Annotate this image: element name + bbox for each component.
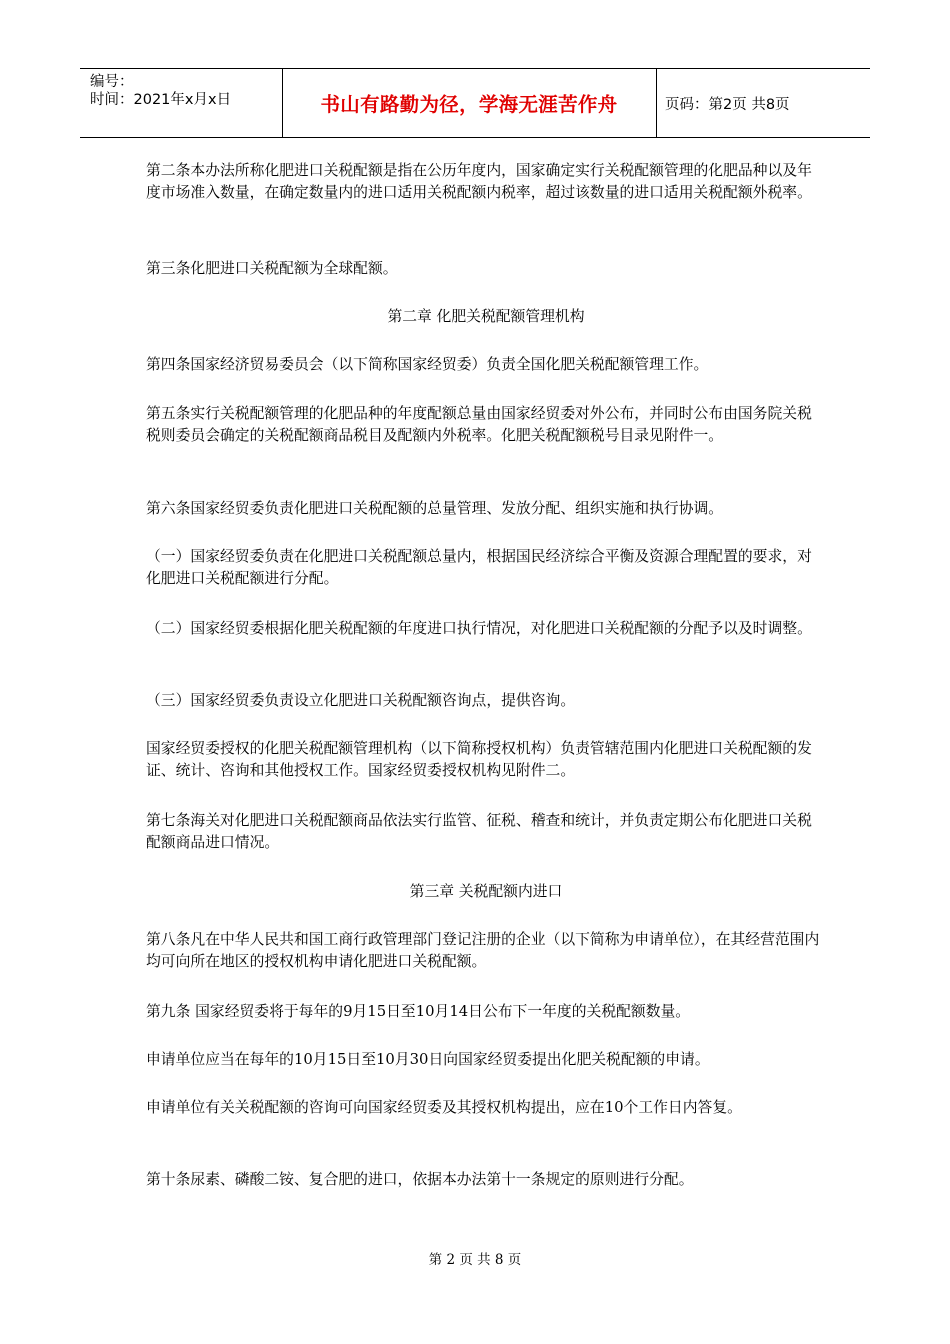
document-number-label: 编号： — [90, 74, 134, 90]
document-time-label: 时间：2021年x月x日 — [90, 92, 232, 108]
article-9-paragraph: 第九条 国家经贸委将于每年的9月15日至10月14日公布下一年度的关税配额数量。 — [146, 1003, 691, 1020]
authorized-agency-paragraph: 国家经贸委授权的化肥关税配额管理机构（以下简称授权机构）负责管辖范围内化肥进口关税配额的发证、统计、咨询和其他授权工作。国家经贸委授权机构见附件二。 — [146, 740, 812, 779]
article-3-paragraph: 第三条化肥进口关税配额为全球配额。 — [146, 260, 398, 277]
header-motto: 书山有路勤为径，学海无涯苦作舟 — [320, 93, 618, 116]
article-10-paragraph: 第十条尿素、磷酸二铵、复合肥的进口，依据本办法第十一条规定的原则进行分配。 — [146, 1171, 694, 1188]
article-6-paragraph: 第六条国家经贸委负责化肥进口关税配额的总量管理、发放分配、组织实施和执行协调。 — [146, 500, 724, 517]
page-footer: 第 2 页 共 8 页 — [428, 1252, 522, 1268]
article-2-paragraph: 第二条本办法所称化肥进口关税配额是指在公历年度内，国家确定实行关税配额管理的化肥品种以及年度市场准入数量，在确定数量内的进口适用关税配额内税率，超过该数量的进口适用关税配额外税率。 — [146, 162, 812, 201]
chapter-2-heading: 第二章 化肥关税配额管理机构 — [387, 308, 585, 325]
article-5-paragraph: 第五条实行关税配额管理的化肥品种的年度配额总量由国家经贸委对外公布，并同时公布由国务院关税税则委员会确定的关税配额商品税目及配额内外税率。化肥关税配额税号目录见附件一。 — [146, 405, 812, 444]
header-meta-cell — [80, 69, 283, 137]
article-8-paragraph: 第八条凡在中华人民共和国工商行政管理部门登记注册的企业（以下简称为申请单位），在其经营范围内均可向所在地区的授权机构申请化肥进口关税配额。 — [146, 931, 820, 970]
header-page-info: 页码：第2页 共8页 — [665, 96, 790, 113]
application-deadline-paragraph: 申请单位应当在每年的10月15日至10月30日向国家经贸委提出化肥关税配额的申请。 — [146, 1051, 710, 1068]
consultation-paragraph: 申请单位有关关税配额的咨询可向国家经贸委及其授权机构提出，应在10个工作日内答复。 — [146, 1099, 742, 1116]
article-6-item-1: （一）国家经贸委负责在化肥进口关税配额总量内，根据国民经济综合平衡及资源合理配置的要求，对化肥进口关税配额进行分配。 — [146, 548, 812, 587]
article-7-paragraph: 第七条海关对化肥进口关税配额商品依法实行监管、征税、稽查和统计，并负责定期公布化肥进口关税配额商品进口情况。 — [146, 812, 812, 851]
header-motto-cell — [282, 69, 657, 137]
chapter-3-heading: 第三章 关税配额内进口 — [409, 883, 563, 900]
header-page-cell — [657, 69, 870, 137]
document-header — [80, 68, 870, 138]
article-4-paragraph: 第四条国家经济贸易委员会（以下简称国家经贸委）负责全国化肥关税配额管理工作。 — [146, 356, 709, 373]
article-6-item-2: （二）国家经贸委根据化肥关税配额的年度进口执行情况，对化肥进口关税配额的分配予以及时调整。 — [146, 620, 812, 637]
article-6-item-3: （三）国家经贸委负责设立化肥进口关税配额咨询点，提供咨询。 — [146, 692, 576, 709]
